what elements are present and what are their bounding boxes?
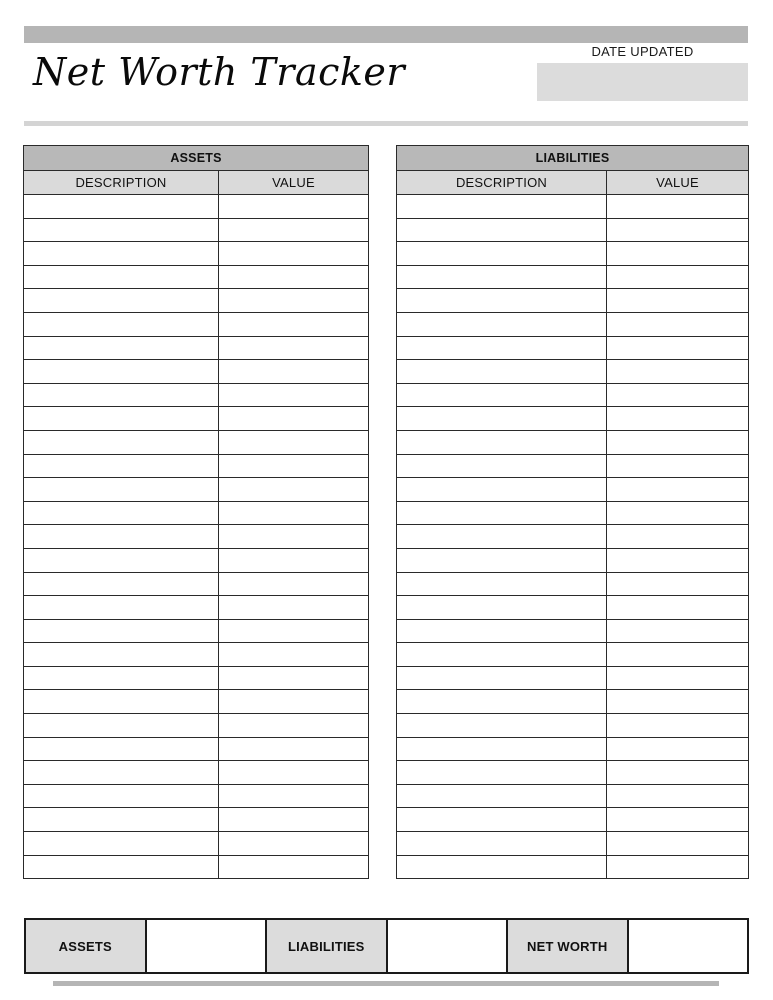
- liabilities-row: [397, 832, 749, 856]
- liabilities-row: [397, 855, 749, 879]
- liabilities-row: [397, 596, 749, 620]
- liabilities-description-cell[interactable]: [397, 383, 607, 407]
- liabilities-row: [397, 714, 749, 738]
- liabilities-value-cell[interactable]: [607, 430, 749, 454]
- assets-row: [24, 265, 369, 289]
- liabilities-value-cell[interactable]: [607, 525, 749, 549]
- assets-value-cell[interactable]: [219, 501, 369, 525]
- assets-row: [24, 855, 369, 879]
- page-title: Net Worth Tracker: [33, 50, 406, 94]
- assets-description-cell[interactable]: [24, 548, 219, 572]
- assets-value-cell[interactable]: [219, 525, 369, 549]
- assets-description-cell[interactable]: [24, 265, 219, 289]
- liabilities-value-cell[interactable]: [607, 289, 749, 313]
- liabilities-row: [397, 548, 749, 572]
- assets-description-cell[interactable]: [24, 289, 219, 313]
- liabilities-value-cell[interactable]: [607, 690, 749, 714]
- liabilities-value-cell[interactable]: [607, 478, 749, 502]
- liabilities-row: [397, 525, 749, 549]
- liabilities-value-cell[interactable]: [607, 737, 749, 761]
- liabilities-description-cell[interactable]: [397, 525, 607, 549]
- liabilities-description-cell[interactable]: [397, 784, 607, 808]
- assets-row: [24, 548, 369, 572]
- assets-value-cell[interactable]: [219, 242, 369, 266]
- assets-description-cell[interactable]: [24, 808, 219, 832]
- assets-value-cell[interactable]: [219, 265, 369, 289]
- liabilities-description-cell[interactable]: [397, 218, 607, 242]
- assets-description-cell[interactable]: [24, 218, 219, 242]
- assets-row: [24, 596, 369, 620]
- liabilities-value-cell[interactable]: [607, 855, 749, 879]
- assets-value-cell[interactable]: [219, 548, 369, 572]
- assets-row: [24, 360, 369, 384]
- assets-value-cell[interactable]: [219, 761, 369, 785]
- assets-value-cell[interactable]: [219, 714, 369, 738]
- assets-row: [24, 242, 369, 266]
- assets-description-cell[interactable]: [24, 525, 219, 549]
- liabilities-value-cell[interactable]: [607, 784, 749, 808]
- liabilities-row: [397, 195, 749, 219]
- assets-row: [24, 195, 369, 219]
- assets-value-cell[interactable]: [219, 784, 369, 808]
- liabilities-description-cell[interactable]: [397, 336, 607, 360]
- liabilities-row: [397, 784, 749, 808]
- liabilities-description-cell[interactable]: [397, 808, 607, 832]
- assets-description-header: DESCRIPTION: [24, 171, 219, 195]
- liabilities-description-cell[interactable]: [397, 572, 607, 596]
- assets-row: [24, 643, 369, 667]
- assets-row: [24, 808, 369, 832]
- assets-row: [24, 501, 369, 525]
- assets-value-cell[interactable]: [219, 312, 369, 336]
- liabilities-description-header: DESCRIPTION: [397, 171, 607, 195]
- liabilities-rows: [397, 195, 749, 879]
- assets-row: [24, 714, 369, 738]
- assets-value-cell[interactable]: [219, 808, 369, 832]
- assets-value-cell[interactable]: [219, 360, 369, 384]
- assets-value-cell[interactable]: [219, 737, 369, 761]
- assets-description-cell[interactable]: [24, 572, 219, 596]
- liabilities-description-cell[interactable]: [397, 832, 607, 856]
- assets-value-cell[interactable]: [219, 666, 369, 690]
- liabilities-description-cell[interactable]: [397, 289, 607, 313]
- assets-row: [24, 784, 369, 808]
- liabilities-row: [397, 478, 749, 502]
- assets-description-cell[interactable]: [24, 832, 219, 856]
- assets-description-cell[interactable]: [24, 407, 219, 431]
- liabilities-value-cell[interactable]: [607, 195, 749, 219]
- assets-row: [24, 430, 369, 454]
- liabilities-row: [397, 218, 749, 242]
- assets-description-cell[interactable]: [24, 195, 219, 219]
- liabilities-description-cell[interactable]: [397, 666, 607, 690]
- liabilities-row: [397, 289, 749, 313]
- assets-description-cell[interactable]: [24, 312, 219, 336]
- liabilities-value-cell[interactable]: [607, 454, 749, 478]
- liabilities-row: [397, 737, 749, 761]
- assets-description-cell[interactable]: [24, 761, 219, 785]
- summary-liabilities-value[interactable]: [387, 919, 508, 973]
- assets-description-cell[interactable]: [24, 596, 219, 620]
- liabilities-value-cell[interactable]: [607, 242, 749, 266]
- assets-description-cell[interactable]: [24, 690, 219, 714]
- liabilities-description-cell[interactable]: [397, 596, 607, 620]
- assets-description-cell[interactable]: [24, 242, 219, 266]
- summary-table: [24, 918, 749, 974]
- liabilities-description-cell[interactable]: [397, 242, 607, 266]
- liabilities-value-cell[interactable]: [607, 360, 749, 384]
- summary-assets-label: ASSETS: [25, 919, 146, 973]
- assets-row: [24, 666, 369, 690]
- liabilities-value-cell[interactable]: [607, 218, 749, 242]
- liabilities-description-cell[interactable]: [397, 619, 607, 643]
- liabilities-row: [397, 454, 749, 478]
- assets-row: [24, 690, 369, 714]
- assets-value-cell[interactable]: [219, 454, 369, 478]
- assets-description-cell[interactable]: [24, 383, 219, 407]
- liabilities-row: [397, 572, 749, 596]
- liabilities-row: [397, 383, 749, 407]
- assets-value-cell[interactable]: [219, 218, 369, 242]
- assets-table: [23, 145, 369, 879]
- assets-description-cell[interactable]: [24, 454, 219, 478]
- liabilities-value-cell[interactable]: [607, 832, 749, 856]
- assets-rows: [24, 195, 369, 879]
- assets-description-cell[interactable]: [24, 855, 219, 879]
- assets-description-cell[interactable]: [24, 360, 219, 384]
- liabilities-row: [397, 643, 749, 667]
- liabilities-row: [397, 312, 749, 336]
- assets-description-cell[interactable]: [24, 501, 219, 525]
- top-decorative-bar: [24, 26, 748, 43]
- liabilities-table: [396, 145, 749, 879]
- summary-net-worth-value[interactable]: [628, 919, 749, 973]
- assets-value-cell[interactable]: [219, 407, 369, 431]
- liabilities-row: [397, 336, 749, 360]
- liabilities-value-cell[interactable]: [607, 666, 749, 690]
- liabilities-description-cell[interactable]: [397, 312, 607, 336]
- assets-value-cell[interactable]: [219, 596, 369, 620]
- liabilities-row: [397, 360, 749, 384]
- liabilities-description-cell[interactable]: [397, 265, 607, 289]
- assets-value-cell[interactable]: [219, 690, 369, 714]
- liabilities-value-cell[interactable]: [607, 714, 749, 738]
- liabilities-description-cell[interactable]: [397, 737, 607, 761]
- liabilities-description-cell[interactable]: [397, 501, 607, 525]
- liabilities-description-cell[interactable]: [397, 478, 607, 502]
- liabilities-description-cell[interactable]: [397, 360, 607, 384]
- assets-description-cell[interactable]: [24, 666, 219, 690]
- assets-row: [24, 478, 369, 502]
- liabilities-row: [397, 265, 749, 289]
- assets-value-cell[interactable]: [219, 619, 369, 643]
- assets-row: [24, 336, 369, 360]
- liabilities-value-header: VALUE: [607, 171, 749, 195]
- assets-row: [24, 832, 369, 856]
- assets-value-cell[interactable]: [219, 289, 369, 313]
- liabilities-description-cell[interactable]: [397, 430, 607, 454]
- liabilities-value-cell[interactable]: [607, 808, 749, 832]
- assets-row: [24, 312, 369, 336]
- liabilities-row: [397, 690, 749, 714]
- liabilities-row: [397, 430, 749, 454]
- assets-row: [24, 407, 369, 431]
- liabilities-row: [397, 242, 749, 266]
- liabilities-description-cell[interactable]: [397, 643, 607, 667]
- liabilities-row: [397, 619, 749, 643]
- assets-value-cell[interactable]: [219, 478, 369, 502]
- assets-description-cell[interactable]: [24, 714, 219, 738]
- liabilities-value-cell[interactable]: [607, 596, 749, 620]
- liabilities-description-cell[interactable]: [397, 195, 607, 219]
- summary-liabilities-label: LIABILITIES: [266, 919, 387, 973]
- assets-row: [24, 737, 369, 761]
- assets-value-cell[interactable]: [219, 430, 369, 454]
- date-updated-field[interactable]: [537, 63, 748, 101]
- assets-value-cell[interactable]: [219, 572, 369, 596]
- liabilities-value-cell[interactable]: [607, 407, 749, 431]
- assets-description-cell[interactable]: [24, 643, 219, 667]
- assets-table-title: ASSETS: [24, 146, 369, 171]
- liabilities-description-cell[interactable]: [397, 855, 607, 879]
- liabilities-table-title: LIABILITIES: [397, 146, 749, 171]
- assets-description-cell[interactable]: [24, 478, 219, 502]
- summary-assets-value[interactable]: [146, 919, 267, 973]
- liabilities-description-cell[interactable]: [397, 407, 607, 431]
- assets-value-cell[interactable]: [219, 643, 369, 667]
- liabilities-row: [397, 761, 749, 785]
- assets-row: [24, 525, 369, 549]
- summary-net-worth-label: NET WORTH: [507, 919, 628, 973]
- liabilities-value-cell[interactable]: [607, 761, 749, 785]
- liabilities-row: [397, 808, 749, 832]
- liabilities-description-cell[interactable]: [397, 454, 607, 478]
- assets-row: [24, 289, 369, 313]
- assets-value-header: VALUE: [219, 171, 369, 195]
- liabilities-value-cell[interactable]: [607, 619, 749, 643]
- assets-row: [24, 761, 369, 785]
- assets-description-cell[interactable]: [24, 784, 219, 808]
- assets-value-cell[interactable]: [219, 195, 369, 219]
- liabilities-value-cell[interactable]: [607, 265, 749, 289]
- assets-description-cell[interactable]: [24, 619, 219, 643]
- liabilities-value-cell[interactable]: [607, 548, 749, 572]
- assets-row: [24, 383, 369, 407]
- assets-value-cell[interactable]: [219, 336, 369, 360]
- liabilities-value-cell[interactable]: [607, 572, 749, 596]
- assets-description-cell[interactable]: [24, 430, 219, 454]
- assets-row: [24, 454, 369, 478]
- assets-row: [24, 218, 369, 242]
- assets-value-cell[interactable]: [219, 855, 369, 879]
- liabilities-value-cell[interactable]: [607, 312, 749, 336]
- bottom-decorative-bar: [53, 981, 719, 986]
- assets-description-cell[interactable]: [24, 336, 219, 360]
- header-divider: [24, 121, 748, 126]
- liabilities-row: [397, 501, 749, 525]
- liabilities-description-cell[interactable]: [397, 714, 607, 738]
- liabilities-description-cell[interactable]: [397, 690, 607, 714]
- liabilities-description-cell[interactable]: [397, 548, 607, 572]
- liabilities-row: [397, 666, 749, 690]
- assets-value-cell[interactable]: [219, 383, 369, 407]
- assets-row: [24, 572, 369, 596]
- assets-row: [24, 619, 369, 643]
- assets-value-cell[interactable]: [219, 832, 369, 856]
- liabilities-value-cell[interactable]: [607, 501, 749, 525]
- liabilities-value-cell[interactable]: [607, 643, 749, 667]
- liabilities-value-cell[interactable]: [607, 383, 749, 407]
- assets-description-cell[interactable]: [24, 737, 219, 761]
- liabilities-description-cell[interactable]: [397, 761, 607, 785]
- liabilities-value-cell[interactable]: [607, 336, 749, 360]
- liabilities-row: [397, 407, 749, 431]
- date-updated-label: DATE UPDATED: [591, 44, 694, 59]
